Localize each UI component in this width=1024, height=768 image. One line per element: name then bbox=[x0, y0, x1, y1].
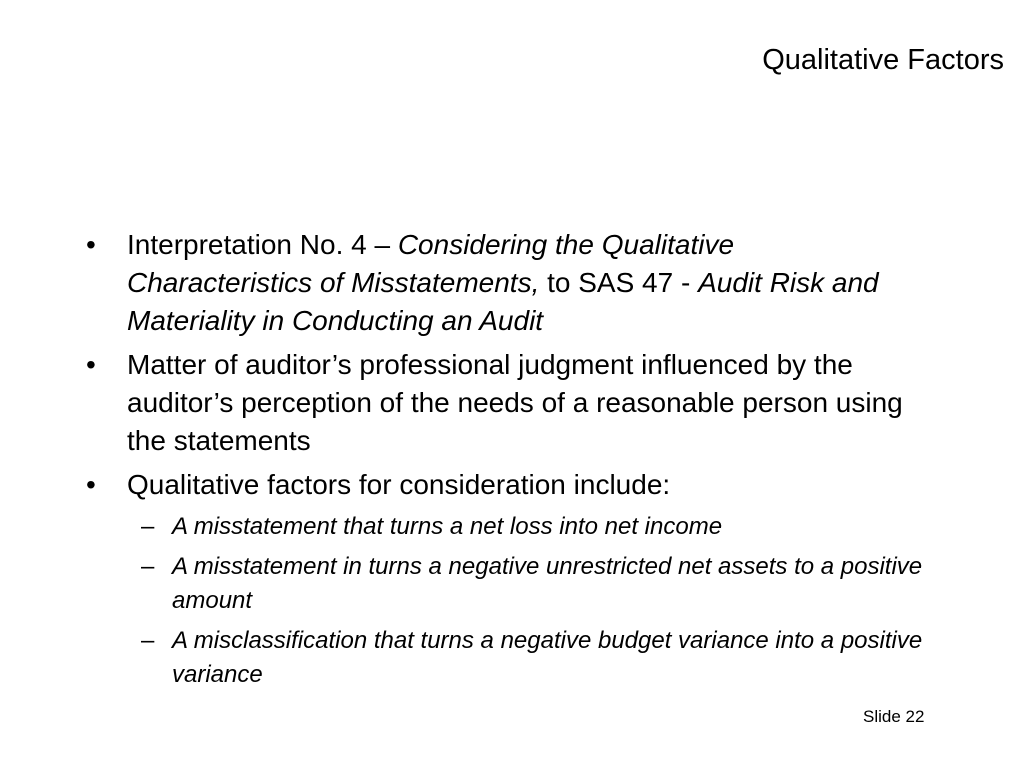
slide-number: Slide 22 bbox=[863, 707, 925, 726]
bullet-list bbox=[86, 226, 926, 698]
bullet-text: Qualitative factors for consideration include: bbox=[127, 469, 671, 500]
bullet-item-judgment bbox=[86, 346, 926, 460]
bullet-marker: • bbox=[86, 349, 96, 380]
sub-bullet-item bbox=[141, 550, 926, 618]
sub-bullet-text: A misstatement that turns a net loss into net income bbox=[172, 513, 723, 540]
sub-bullet-marker: – bbox=[141, 553, 155, 580]
sub-bullet-marker: – bbox=[141, 627, 155, 654]
bullet-text-part: Interpretation No. 4 – bbox=[127, 229, 398, 260]
bullet-marker: • bbox=[86, 469, 96, 500]
slide-title: Qualitative Factors bbox=[762, 44, 1004, 76]
sub-bullet-text: A misstatement in turns a negative unrestricted net assets to a positive amount bbox=[172, 553, 923, 614]
sub-bullet-item bbox=[141, 510, 926, 544]
bullet-item-interpretation bbox=[86, 226, 917, 340]
bullet-marker: • bbox=[86, 229, 96, 260]
bullet-text-italic-part: Considering the Qualitative Characteristics of Misstatements, bbox=[127, 229, 735, 298]
bullet-text-part: to SAS 47 - bbox=[539, 267, 699, 298]
sub-bullet-item bbox=[141, 624, 926, 692]
sub-bullet-marker: – bbox=[141, 513, 155, 540]
bullet-text-italic-part: Audit Risk and Materiality in Conducting an Audit bbox=[127, 267, 879, 336]
sub-bullet-text: A misclassification that turns a negative budget variance into a positive variance bbox=[172, 627, 923, 688]
bullet-item-qualitative-factors bbox=[86, 466, 926, 504]
bullet-text: Matter of auditor’s professional judgment influenced by the auditor’s perception of the needs of a reasonable person using the statements bbox=[127, 349, 903, 456]
